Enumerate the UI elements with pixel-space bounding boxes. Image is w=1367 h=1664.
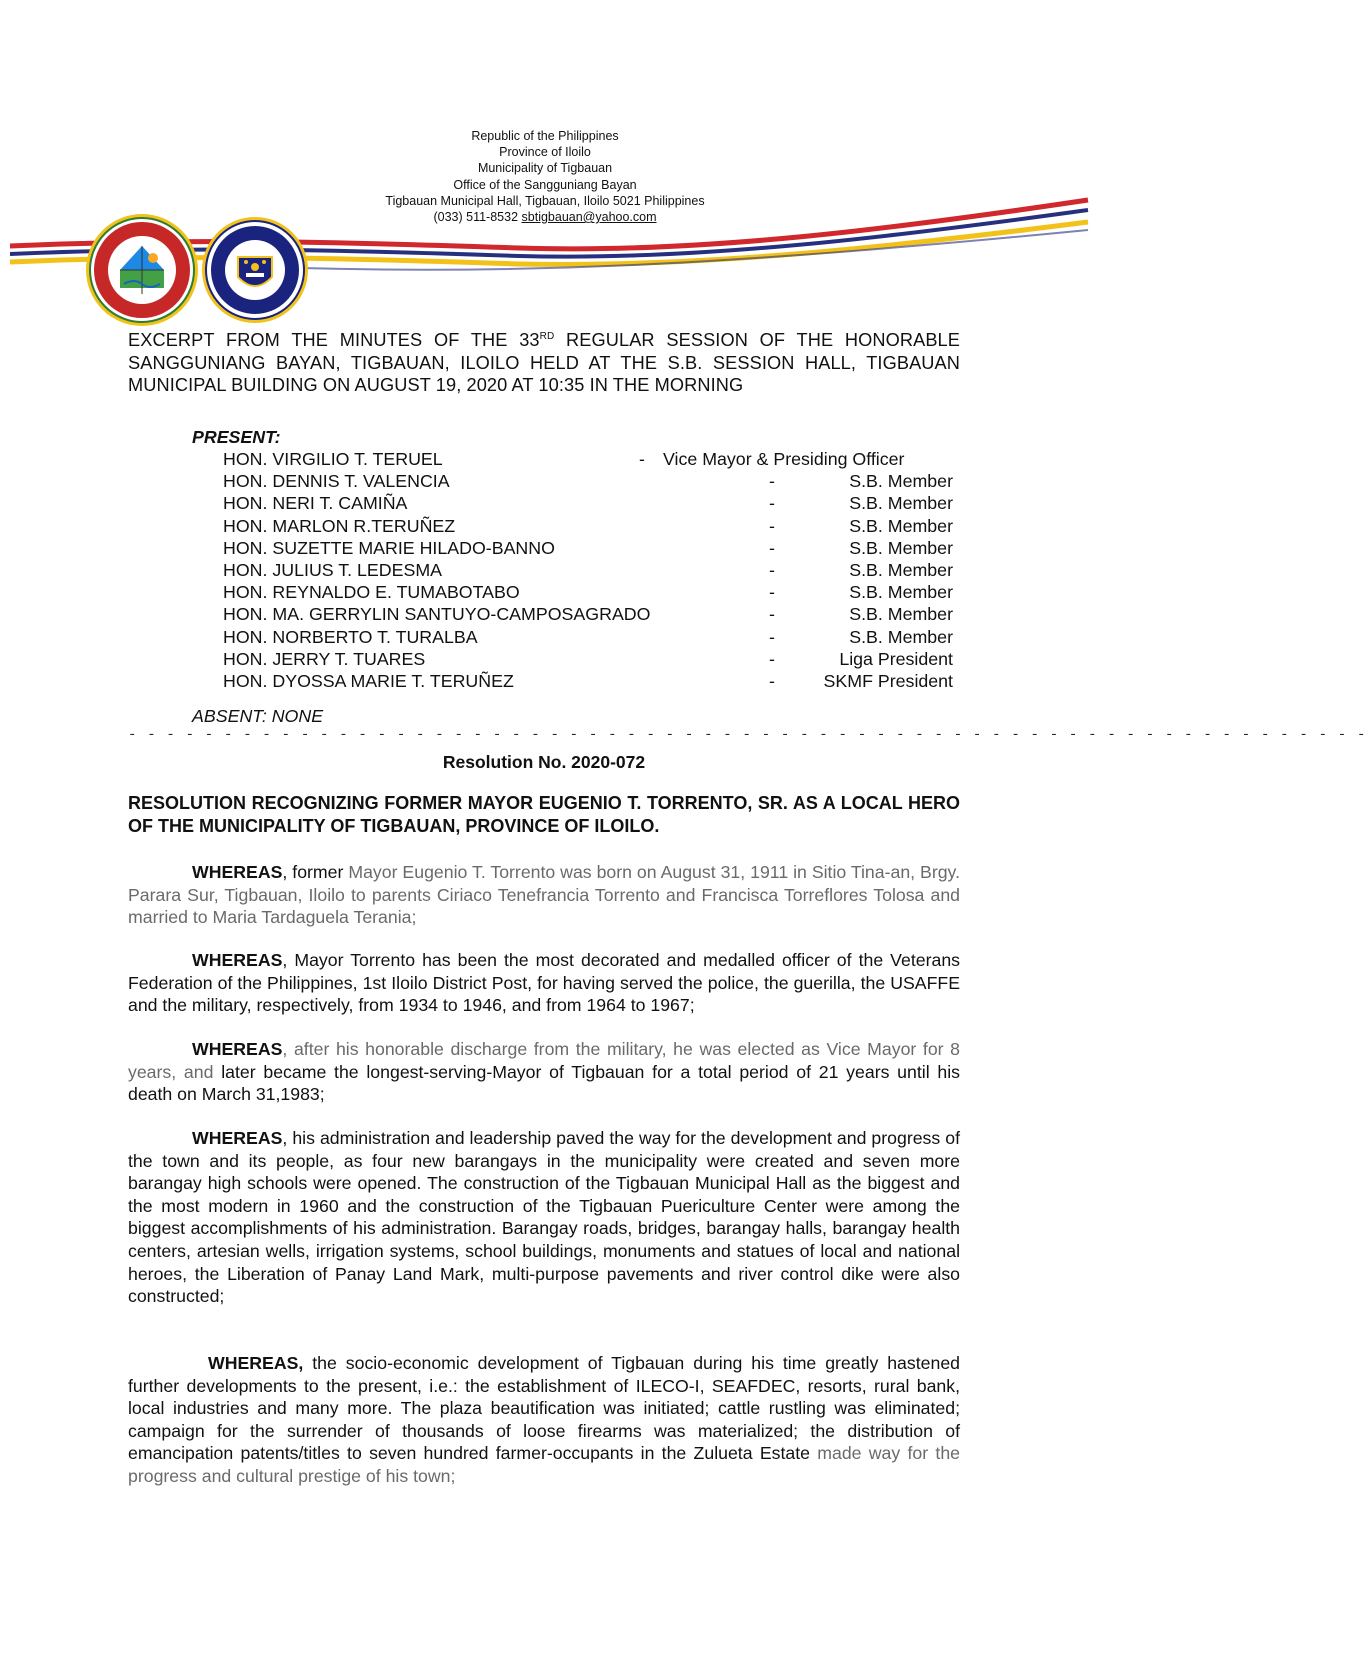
roster-row (223, 627, 963, 649)
member-position: S.B. Member (849, 559, 953, 580)
email-link[interactable]: sbtigbauan@yahoo.com (521, 210, 657, 225)
separator-dash: - (769, 670, 775, 691)
sangguniang-bayan-seal-icon (200, 215, 310, 325)
member-name: HON. JERRY T. TUARES (223, 648, 426, 669)
member-name: HON. MA. GERRYLIN SANTUYO-CAMPOSAGRADO (223, 604, 651, 625)
whereas-lead: WHEREAS (192, 1039, 283, 1059)
whereas-lead: WHEREAS (192, 862, 283, 882)
dashed-divider: - - - - - - - - - - - - - - - - - - - - - - - - - - - - - - - - - - - - - - - - - - - - - - - - - - - - - - - - - - - - - - - - - (128, 727, 1367, 743)
member-position: S.B. Member (849, 537, 953, 558)
whereas-clause-4 (128, 1127, 960, 1308)
letterhead-line: Province of Iloilo (499, 145, 591, 160)
separator-dash: - (639, 449, 645, 469)
roster-row (223, 604, 963, 626)
letterhead-line: Republic of the Philippines (471, 129, 619, 143)
roster-row (223, 516, 963, 538)
roster-row (223, 582, 963, 604)
resolution-number: Resolution No. 2020-072 (442, 752, 646, 772)
whereas-clause-2 (128, 949, 960, 1017)
attendance-roster (223, 449, 963, 693)
clause-text-gray: made way for the progress and cultural prestige of his town; (128, 1443, 961, 1486)
minutes-caption (128, 329, 960, 397)
resolution-title: RESOLUTION RECOGNIZING FORMER MAYOR EUGENIO T. TORRENTO, SR. AS A LOCAL HERO OF THE MUNICIPALITY OF TIGBAUAN, PROVINCE OF ILOILO. (128, 793, 960, 836)
member-position: S.B. Member (849, 582, 953, 603)
whereas-lead: WHEREAS (192, 950, 283, 970)
member-position: Vice Mayor & Presiding Officer (663, 449, 905, 469)
member-position: SKMF President (823, 670, 953, 691)
member-name: HON. NORBERTO T. TURALBA (223, 626, 478, 647)
clause-text: later became the longest-serving-Mayor of Tigbauan for a total period of 21 years until his death on March 31,1983; (128, 1061, 960, 1105)
clause-text-gray: Mayor Eugenio T. Torrento was born on August 31, 1911 in Sitio Tina-an, Brgy. Parara Sur, Tigbauan, Iloilo to parents Ciriaco Tenefrancia Torrento and Francisca Torreflores Tolosa and married to Maria Tardaguela Terania; (128, 862, 960, 928)
roster-row (223, 649, 963, 671)
clause-text: , his administration and leadership paved the way for the development and progress of the town and its people, as four new barangays in the municipality were created and seven more barangay high schools were opened. The construction of the Tigbauan Municipal Hall as the biggest and the most modern in 1960 and the construction of the Tigbauan Puericulture Center were among the biggest accomplishments of his administration. Barangay roads, bridges, barangay halls, barangay health centers, artesian wells, irrigation systems, school buildings, monuments and statues of local and national heroes, the Liberation of Panay Land Mark, multi-purpose pavements and river control dike were also constructed; (128, 1128, 960, 1307)
member-name: HON. NERI T. CAMIÑA (223, 493, 408, 514)
letterhead-line: Office of the Sangguniang Bayan (453, 177, 637, 192)
separator-dash: - (769, 626, 775, 647)
clause-text: the socio-economic development of Tigbauan during his time greatly hastened further developments to the present, i.e.: the establishment of ILECO-I, SEAFDEC, resorts, rural bank, local industries and many more. The plaza beautification was initiated; cattle rustling was eliminated; campaign for the surrender of thousands of loose firearms was materialized; the distribution of emancipation patents/titles to seven hundred farmer-occupants in the Zulueta Estate (128, 1353, 960, 1464)
whereas-clause-1 (128, 861, 960, 929)
letterhead-line: Municipality of Tigbauan (477, 161, 613, 176)
roster-row (223, 449, 963, 471)
whereas-lead: WHEREAS (192, 1128, 283, 1148)
member-position: S.B. Member (849, 471, 953, 492)
member-position: Liga President (839, 648, 953, 669)
separator-dash: - (769, 604, 775, 625)
phone-number: (033) 511-8532 (433, 210, 519, 225)
clause-text: , Mayor Torrento has been the most decorated and medalled officer of the Veterans Federation of the Philippines, 1st Iloilo District Post, for having served the police, the guerilla, the USAFFE and the military, respectively, from 1934 to 1946, and from 1964 to 1967; (128, 950, 960, 1016)
separator-dash: - (769, 559, 775, 580)
member-position: S.B. Member (849, 626, 953, 647)
member-position: S.B. Member (849, 604, 953, 625)
whereas-clause-3 (128, 1038, 960, 1106)
separator-dash: - (769, 471, 775, 492)
municipality-seal-icon (84, 212, 200, 328)
roster-row (223, 471, 963, 493)
separator-dash: - (769, 537, 775, 558)
clause-text-gray: , after his honorable discharge from the military, he was elected as Vice Mayor for 8 years, and (128, 1039, 960, 1082)
absent-line: ABSENT: NONE (192, 706, 324, 726)
whereas-clause-5 (128, 1352, 960, 1488)
member-name: HON. DYOSSA MARIE T. TERUÑEZ (223, 670, 514, 691)
whereas-lead: WHEREAS, (208, 1353, 304, 1373)
member-position: S.B. Member (849, 515, 953, 536)
separator-dash: - (769, 648, 775, 669)
member-name: HON. JULIUS T. LEDESMA (223, 559, 443, 580)
caption-text-continued: REGULAR SESSION OF THE HONORABLE SANGGUNIANG BAYAN, TIGBAUAN, ILOILO HELD AT THE S.B. SESSION HALL, TIGBAUAN MUNICIPAL BUILDING ON AUGUST 19, 2020 AT 10:35 IN THE MORNING (128, 330, 960, 395)
clause-text: , former (282, 862, 349, 882)
member-name: HON. VIRGILIO T. TERUEL (223, 449, 443, 469)
member-name: HON. REYNALDO E. TUMABOTABO (223, 582, 520, 603)
member-name: HON. DENNIS T. VALENCIA (223, 471, 450, 492)
separator-dash: - (769, 515, 775, 536)
member-position: S.B. Member (849, 493, 953, 514)
roster-row (223, 538, 963, 560)
letterhead-line: Tigbauan Municipal Hall, Tigbauan, Iloilo 5021 Philippines (385, 193, 705, 208)
member-name: HON. SUZETTE MARIE HILADO-BANNO (223, 537, 555, 558)
caption-ordinal-suffix: RD (539, 331, 555, 342)
roster-row (223, 560, 963, 582)
present-label: PRESENT: (192, 427, 281, 447)
roster-row (223, 671, 963, 693)
roster-row (223, 493, 963, 515)
separator-dash: - (769, 493, 775, 514)
caption-text: EXCERPT FROM THE MINUTES OF THE 33 (128, 330, 540, 350)
separator-dash: - (769, 582, 775, 603)
member-name: HON. MARLON R.TERUÑEZ (223, 515, 456, 536)
